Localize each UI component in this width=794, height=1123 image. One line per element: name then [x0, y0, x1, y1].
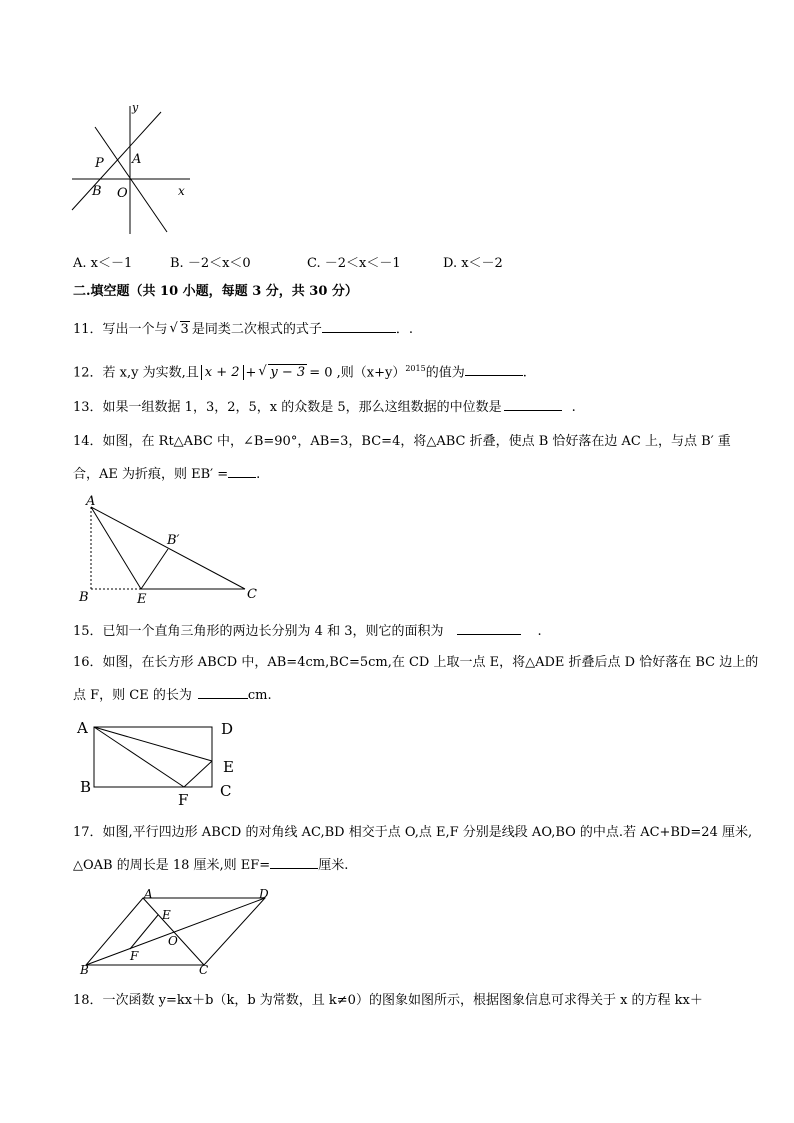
question-16-line-1: 16．如图，在长方形 ABCD 中，AB=4cm,BC=5cm,在 CD 上取一点 E，将△ADE 折叠后点 D 恰好落在 BC 边上的	[73, 655, 759, 670]
label-c: C	[199, 963, 209, 977]
q17-parallelogram-figure	[78, 888, 278, 978]
label-e: E	[223, 758, 234, 776]
question-17-line-2	[73, 856, 348, 875]
segment-fe	[184, 761, 212, 787]
option-c: C. －2＜x＜－1	[307, 256, 401, 271]
q12-text-post: 的值为	[425, 365, 465, 381]
q17-answer-blank	[270, 856, 318, 869]
label-c: C	[220, 782, 232, 800]
label-a: A	[77, 719, 88, 737]
section-heading: 二.填空题（共 10 小题，每题 3 分，共 30 分）	[73, 284, 358, 299]
label-x: x	[178, 184, 185, 198]
q11-sqrt: √ 3	[169, 321, 189, 337]
question-11	[73, 320, 413, 339]
q12-exponent: 2015	[405, 364, 426, 373]
label-d: D	[259, 888, 269, 901]
question-13	[73, 398, 576, 417]
segment-ae	[94, 727, 212, 761]
option-a: A. x＜－1	[73, 256, 133, 271]
q16-answer-blank	[198, 686, 248, 699]
q12-sqrt: √ y − 3	[258, 364, 306, 381]
diagonal-ac	[143, 898, 204, 965]
q12-answer-blank	[465, 363, 523, 376]
q12-text-pre: 12．若 x,y 为实数,且	[73, 365, 199, 381]
q13-end: .	[571, 400, 576, 415]
label-e: E	[162, 908, 171, 922]
q12-plus: +	[245, 365, 257, 381]
q16-rectangle-figure	[74, 716, 244, 808]
label-b: B	[92, 184, 102, 199]
question-17-line-1: 17．如图,平行四边形 ABCD 的对角线 AC,BD 相交于点 O,点 E,F 分别是线段 AO,BO 的中点.若 AC+BD=24 厘米,	[73, 825, 753, 840]
question-18: 18．一次函数 y=kx＋b（k，b 为常数，且 k≠0）的图象如图所示，根据图象信息可求得关于 x 的方程 kx＋	[73, 993, 703, 1008]
q17-text: △OAB 的周长是 18 厘米,则 EF=	[73, 858, 271, 873]
label-a: A	[144, 888, 153, 901]
diagonal-bd	[86, 898, 265, 965]
q14-end: .	[256, 467, 261, 482]
q13-text: 13．如果一组数据 1，3，2，5，x 的众数是 5，那么这组数据的中位数是	[73, 400, 502, 415]
q17-unit: 厘米.	[318, 858, 349, 873]
question-16-line-2	[73, 686, 272, 705]
q12-end: .	[522, 365, 527, 381]
label-c: C	[247, 587, 257, 602]
q12-text-eq: = 0 ,则（x+y）	[309, 365, 406, 381]
label-o: O	[168, 934, 178, 948]
label-f: F	[130, 949, 139, 963]
label-o: O	[117, 186, 128, 201]
segment-af	[94, 727, 184, 787]
label-b: B	[80, 778, 92, 796]
q11-text-pre: 11．写出一个与	[73, 322, 168, 337]
q11-end: ．.	[395, 322, 413, 337]
label-y: y	[132, 101, 139, 114]
q11-radicand: 3	[180, 322, 189, 337]
label-a: A	[86, 495, 96, 509]
segment-ef	[130, 915, 158, 949]
q15-text: 15．已知一个直角三角形的两边长分别为 4 和 3，则它的面积为	[73, 624, 444, 639]
crease-ae	[91, 507, 141, 589]
label-a: A	[132, 152, 142, 167]
side-ac	[91, 507, 245, 589]
label-b: B	[79, 590, 89, 605]
q11-answer-blank	[322, 320, 396, 333]
label-b: B	[80, 963, 89, 977]
q13-answer-blank	[504, 398, 562, 411]
label-f: F	[178, 791, 189, 808]
label-e: E	[137, 592, 147, 607]
question-15	[73, 622, 542, 641]
question-12	[73, 360, 527, 382]
q15-end: .	[537, 624, 542, 639]
label-p: P	[95, 156, 104, 171]
q14-triangle-figure	[75, 495, 275, 607]
q14-text: 合，AE 为折痕，则 EB′ =	[73, 467, 229, 482]
q15-answer-blank	[457, 622, 521, 635]
label-b-prime: B′	[167, 533, 180, 548]
q10-coordinate-figure	[60, 100, 200, 240]
q12-radicand: y − 3	[270, 365, 306, 381]
q12-abs: x + 2	[201, 365, 244, 380]
option-d: D. x＜－2	[443, 256, 503, 271]
q11-text-post: 是同类二次根式的式子	[191, 322, 322, 337]
segment-eb-prime	[141, 549, 168, 589]
question-14-line-2	[73, 465, 260, 484]
q16-unit: cm.	[247, 688, 272, 703]
question-14-line-1: 14．如图，在 Rt△ABC 中，∠B=90°，AB=3，BC=4，将△ABC 折叠，使点 B 恰好落在边 AC 上，与点 B′ 重	[73, 434, 731, 449]
label-d: D	[221, 720, 234, 738]
q14-answer-blank	[228, 465, 256, 478]
option-b: B. －2＜x＜0	[170, 256, 251, 271]
q16-text: 点 F，则 CE 的长为	[73, 688, 192, 703]
